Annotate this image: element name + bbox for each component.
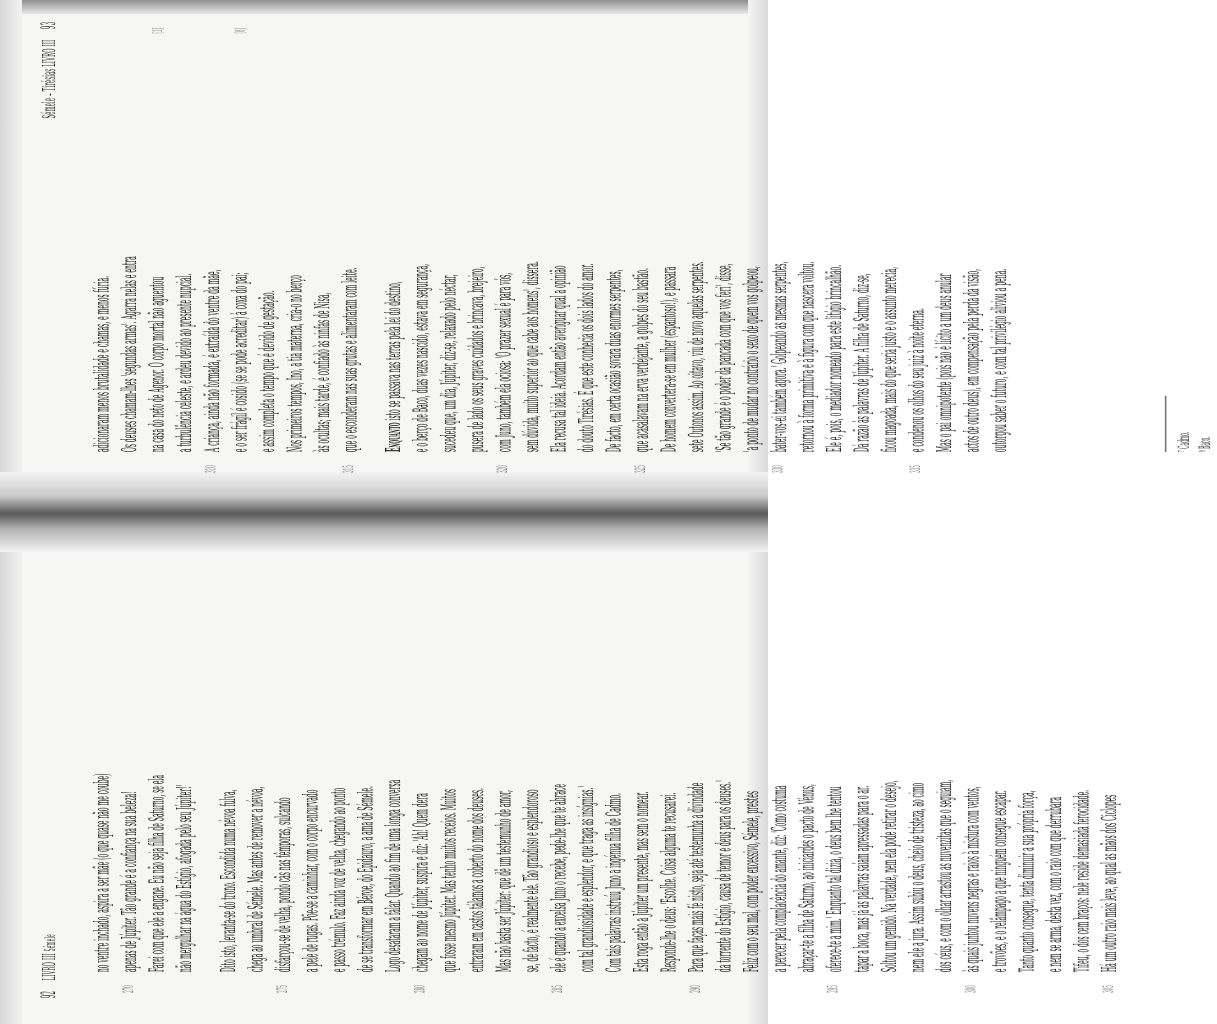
verse-text: Tanto quanto consegue, tenta diminuir a sua própria força, — [1015, 790, 1041, 973]
verse-text: entraram em castos tálamos a coberto do nome dos deuses. — [465, 788, 490, 973]
page-number: 92 — [37, 990, 60, 999]
verse-line — [794, 48, 822, 452]
verse-text: chega ao umbral de Sémele. Mas antes de remover a névoa, — [244, 786, 269, 973]
verse-line — [365, 48, 381, 452]
verse-text: e nem se arma, desta vez, com o raio com que derrubara — [1043, 797, 1068, 973]
verse-line — [172, 48, 200, 452]
verse-text: actos de outro deus), em compensação pela perda da visão, — [960, 268, 986, 453]
line-number: 320 — [495, 465, 512, 473]
verse-line — [199, 48, 227, 473]
verse-line — [436, 48, 464, 452]
verse-line — [117, 568, 145, 993]
verse-text: com tal grandiosidade e esplendor, e que traga as insígnias.' — [575, 785, 600, 973]
verse-text: adicionaram menos brutalidade e chamas, e menos fúria. — [90, 275, 116, 453]
verse-text: Ela recusa tal ideia. Acordam então averiguar qual a opinião — [547, 265, 572, 453]
verse-line — [1014, 568, 1042, 972]
verse-text: do douto Tirésias. É que este conhecia os dois lados do amor. — [575, 263, 600, 453]
verse-line — [711, 568, 739, 972]
line-number: 310 — [204, 465, 221, 473]
verse-line — [381, 48, 409, 452]
verse-text: Os deuses chamam-lhes 'segundas armas'. Agarra nelas e entra — [118, 256, 143, 453]
verse-line — [711, 48, 739, 452]
verse-text: Com tais palavras instruíu Juno a ingénua filha de Cadmo. — [602, 793, 627, 973]
line-number: 315 — [341, 465, 359, 473]
verse-line — [766, 568, 794, 972]
footnotes — [1175, 311, 1217, 452]
verse-line — [227, 28, 255, 453]
line-number: 275 — [275, 985, 292, 993]
footnote: ⁸ Baco. — [1197, 436, 1216, 453]
verse-line — [684, 48, 712, 452]
line-number: 330 — [771, 465, 788, 473]
verse-line — [271, 568, 299, 993]
verse-line — [987, 48, 1015, 452]
verse-line — [144, 28, 172, 453]
verse-line — [1097, 568, 1125, 993]
verse-text: que fosse mesmo Júpiter. Mas tenho muitos receios. Muitos — [437, 788, 462, 973]
verse-line — [932, 48, 960, 452]
verse-text: isto se passava nas terras pela lei do destino, — [382, 281, 407, 421]
verse-line — [326, 568, 354, 972]
verse-line — [337, 48, 365, 473]
verse-line — [1069, 568, 1097, 972]
verse-text: retornou à forma primitiva e à figura com que nascera voltou. — [795, 261, 820, 453]
verse-line — [436, 568, 464, 972]
verse-text: e passo trémulo. Faz ainda voz de velha, chegando ao ponto — [327, 787, 352, 973]
line-number: 300 — [963, 985, 981, 993]
verse-line — [656, 48, 684, 452]
verse-line — [739, 568, 767, 972]
verse-text: às ocultas; mais tarde, é confiado às ninfas de Nisa, — [311, 292, 336, 453]
line-number: 270 — [121, 985, 138, 993]
verse-line — [89, 48, 117, 452]
line-number: 335 — [908, 465, 926, 473]
verse-line — [876, 568, 904, 972]
verse-line — [932, 568, 960, 972]
verse-line — [1042, 568, 1070, 972]
verse-text: Dito isto, levanta-se do trono. Escondida numa névoa fulva, — [217, 789, 242, 973]
verse-text: abraçar-te a filha de Saturno, ao iniciardes o pacto de Vénus, — [795, 784, 820, 973]
line-number: 280 — [413, 985, 430, 993]
running-head-section: Sémele — [43, 934, 60, 952]
right-page-text — [89, 28, 1014, 473]
verse-text: nem ele a jura. Assim subiu o deus, cheio de tristeza, ao cimo — [905, 782, 930, 973]
verse-text: De homem convertera-se em mulher (espantoso!), e passara — [657, 266, 683, 453]
verse-text: Soltou um gemido. Na verdade, nem ela pode retirar o desejo, — [878, 780, 903, 973]
verse-text: outorgou saber o futuro, e com tal privilégio aliviou a pena. — [988, 268, 1013, 453]
verse-line — [546, 48, 574, 452]
verse-line — [353, 568, 381, 972]
verse-text: sem dúvida, muito superior ao que cabe aos homens', dissera. — [520, 261, 545, 453]
verse-line — [574, 48, 602, 452]
verse-line — [254, 48, 282, 452]
verse-text: e condenou os olhos do seu juiz à noite eterna. — [905, 308, 930, 453]
verse-line — [629, 568, 657, 972]
verse-text: Responde-lhe o deus: 'Escolhe. Coisa alguma te recusarei. — [657, 792, 683, 973]
verse-text: com Juno, também ela ociosa: 'O prazer sexual é para vós, — [492, 272, 517, 453]
page-93 — [28, 15, 1216, 485]
verse-text: e o berço de Baco, duas vezes nascido, estava em segurança, — [409, 263, 435, 453]
verse-text: sucedeu que, um dia, Júpiter, diz-se, relaxado pelo néctar, — [437, 274, 462, 453]
verse-text: 'a ponto de mudar no contrário o sexo de quem vos golpeou, — [740, 266, 765, 453]
verse-text: 'Se tão grande é o poder da pancada com que vos feri', disse, — [712, 263, 738, 453]
verse-line — [117, 48, 145, 452]
verse-line — [216, 568, 244, 972]
verse-line — [199, 568, 215, 972]
verse-text: que o esconderam nas suas grutas e alimentaram com leite. — [338, 267, 363, 453]
verse-text: da torrente do Estígio, causa de temor e deus para os deuses.' — [712, 780, 738, 973]
verse-line — [381, 568, 409, 972]
verse-text: a turbulência celeste, e ardeu devido ao presente nupcial. — [173, 273, 198, 453]
left-page-text — [89, 568, 1124, 993]
verse-line — [959, 568, 987, 993]
verse-line — [849, 568, 877, 972]
verse-text: dos céus, e com o olhar arrastou as nuvenzitas que o seguiam, — [933, 779, 958, 973]
verse-line — [463, 48, 491, 452]
verse-line — [574, 568, 602, 972]
verse-text: que acasalavam na erva verdejante, a golpes do seu bastão. — [630, 268, 655, 453]
verse-line — [144, 568, 172, 972]
verse-text: a perecer pela complacência do amante, diz: 'Como costuma — [767, 785, 793, 973]
scan-top-edge — [0, 0, 768, 14]
verse-line — [904, 568, 932, 972]
verse-text: apenas de Júpiter. Tão grande é a confiança na sua beleza! — [118, 791, 143, 973]
verse-line — [298, 568, 326, 972]
verse-line — [766, 48, 794, 473]
verse-text: Para que faças mais fé nisto, seja até testemunha a divindade — [685, 782, 710, 973]
verse-line — [243, 568, 271, 972]
verse-text: disfarçou-se de velha, pondo cãs nas têmporas, sulcando — [272, 797, 297, 973]
verse-line — [491, 48, 519, 473]
verse-line — [629, 48, 657, 473]
verse-line — [656, 568, 684, 972]
running-head-book: LIVRO III — [38, 953, 60, 981]
verse-text: ficou magoada, mais do que seria justo e o assunto merecia, — [878, 266, 903, 453]
verse-text: Mas o pai omnipotente (pois não é lícito a um deus anular — [933, 273, 958, 453]
verse-line — [518, 568, 546, 972]
running-head-left — [37, 934, 63, 998]
verse-text: tapar a boca, mas já as palavras saíam apressadas para o ar. — [850, 785, 875, 973]
verse-line — [794, 568, 822, 972]
verse-text: De facto, em certa ocasião sovara duas enormes serpentes, — [602, 269, 627, 453]
verse-line — [959, 48, 987, 452]
verse-text: e assim completa o tempo que é devido de gestação. — [256, 290, 281, 453]
verse-text: bater-vos-ei também agora.' Golpeando as mesmas serpentes, — [767, 261, 793, 453]
page-number: 93 — [37, 21, 60, 30]
margin-mark: [8] — [233, 28, 248, 34]
verse-text: A criança, ainda não formada, é extraída do ventre da mãe, — [200, 269, 226, 453]
verse-text: Nos primeiros tempos, Ino, a tia materna, cria-o no berço — [283, 275, 308, 453]
margin-mark: [1] — [150, 28, 166, 34]
footnote: ⁷ Cadmo. — [1176, 431, 1194, 453]
verse-text: Dá razão às palavras de Júpiter. A filha de Saturno, diz-se, — [850, 273, 875, 453]
line-number: 290 — [688, 985, 705, 993]
verse-text: Farei com que ele a engane. Eu não seja filha de Saturno, se ela — [145, 775, 171, 973]
page-92 — [28, 535, 1123, 1005]
verse-text: e trovões, e o relâmpago a que ninguém consegue escapar. — [988, 790, 1013, 973]
line-number: 305 — [1101, 985, 1118, 993]
verse-line — [601, 568, 629, 972]
verse-text: a pele de rugas. Põe-se a caminhar, com o corpo encurvado — [299, 789, 325, 973]
verse-line — [408, 48, 436, 452]
verse-line — [987, 568, 1015, 972]
verse-line — [518, 48, 546, 452]
verse-line — [463, 568, 491, 972]
footnote-rule — [1165, 396, 1167, 452]
verse-text: Logo desataram a falar. Quando ao fim de uma longa conversa — [382, 779, 407, 973]
verse-line — [821, 48, 849, 452]
verse-line — [849, 48, 877, 452]
verse-text: chegam ao nome de Júpiter, suspira e diz: 'Ah! Quem dera — [409, 793, 435, 973]
verse-line — [876, 48, 904, 452]
verse-text: às quais juntou nuvens negras e raios à mistura com ventos, — [960, 786, 986, 973]
verse-text: Há um outro raio mais leve, ao qual as mãos dos Ciclopes — [1098, 794, 1123, 973]
verse-line — [408, 568, 436, 993]
verse-text: Tifeu, o dos cem braços: nele reside demasiada ferocidade. — [1070, 789, 1096, 973]
verse-text: oferece-te a mim.' Enquanto tal dizia, o deus bem lhe tentou — [823, 786, 848, 973]
verse-text: ele é quando a excelsa Juno o recebe, pede-lhe que te abrace — [547, 784, 572, 973]
verse-line — [309, 48, 337, 452]
verse-line — [601, 48, 629, 452]
verse-line — [172, 568, 200, 972]
verse-line — [821, 568, 849, 993]
verse-text: na casa do neto de Agenor. O corpo mortal não aguentou — [145, 276, 171, 453]
verse-text: de se transformar em Béroe, do Epidauro, a ama de Sémele. — [354, 786, 380, 973]
section-opening-word: Enquanto — [382, 422, 407, 453]
line-number: 295 — [826, 985, 843, 993]
verse-line — [491, 568, 519, 972]
verse-text: não mergulhar na água do Estígio, afogada pelo seu Júpiter!' — [173, 784, 198, 973]
verse-text: Ele é, pois, o mediador nomeado para este litígio brincalhão. — [823, 264, 848, 453]
line-number: 325 — [633, 465, 650, 473]
verse-line — [89, 568, 117, 972]
verse-text: Esta roga então a Júpiter um presente, mas sem o nomear. — [630, 791, 655, 973]
verse-line — [904, 48, 932, 473]
verse-text: se, de facto, é realmente ele. Tão grandioso e esplendoroso — [520, 789, 545, 973]
verse-line — [739, 48, 767, 452]
verse-text: sete Outonos assim. Ao oitavo, viu de novo aquelas serpentes. — [685, 261, 710, 453]
running-head-right — [37, 22, 63, 119]
verse-line — [282, 48, 310, 452]
verse-text: Mas não basta ser Júpiter: que dê um testemunho de amor, — [492, 790, 517, 973]
verse-text: Feliz com o seu mal, com poder excessivo, Sémele, prestes — [740, 791, 765, 973]
verse-line — [546, 568, 574, 993]
verse-text: pusera de lado os seus graves cuidados e brincava, brejeiro, — [465, 266, 490, 453]
verse-text: no ventre inchado, aspira a ser mãe (o que quase não me coube) — [90, 773, 116, 973]
verse-line — [684, 568, 712, 993]
verse-text: e o ser frágil é cosido (se se pode acreditar) à coxa do pai; — [228, 272, 253, 453]
line-number: 285 — [550, 985, 568, 993]
running-head-section: Sémele – Tirésias LIVRO III — [38, 39, 60, 119]
